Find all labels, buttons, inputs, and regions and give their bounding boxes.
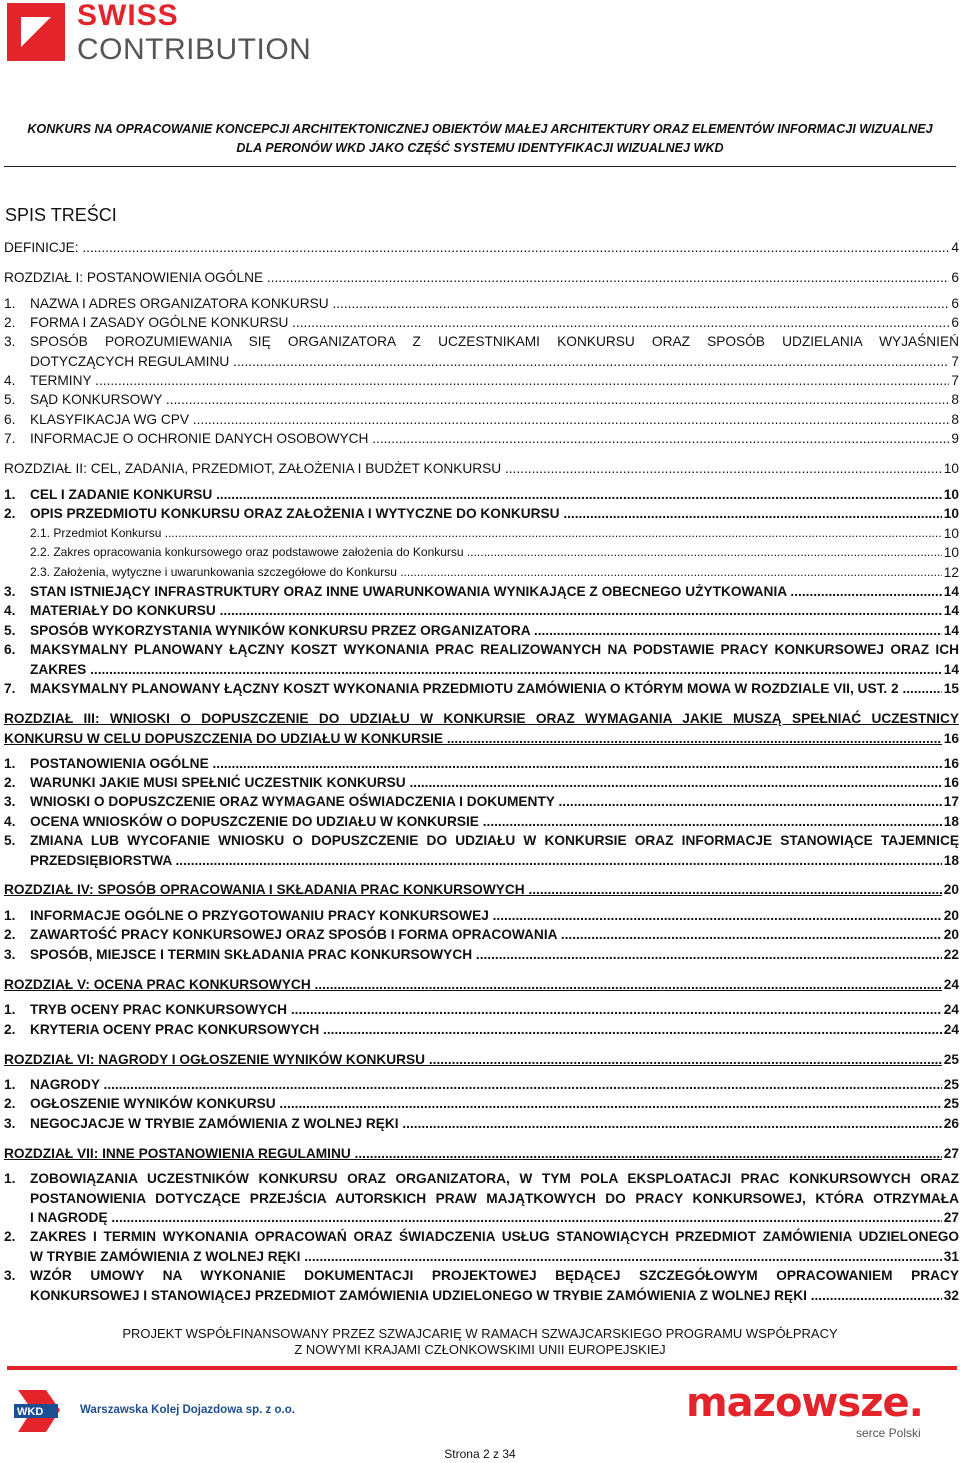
toc-entry-text: KRYTERIA OCENY PRAC KONKURSOWYCH .....: [30, 1020, 959, 1040]
page-number: Strona 2 z 34: [444, 1447, 516, 1461]
toc-entry[interactable]: [4, 313, 959, 333]
toc-entry-page: 17: [942, 792, 959, 812]
toc-entry[interactable]: [4, 332, 959, 371]
toc-entry-page: 25: [942, 1075, 959, 1095]
toc-entry-text: NAGRODY .....: [30, 1075, 959, 1095]
toc-entry-number: 1.: [4, 756, 16, 771]
toc-entry-number: 1.: [4, 296, 16, 311]
toc-entry[interactable]: [4, 1227, 959, 1266]
toc-entry[interactable]: [4, 601, 959, 621]
wkd-name: Warszawska Kolej Dojazdowa sp. z o.o.: [80, 1404, 295, 1416]
toc-entry-page: 18: [942, 812, 959, 832]
toc-entry[interactable]: [4, 1266, 959, 1305]
toc-entry-number: 3.: [4, 794, 16, 809]
toc-entry-text: ZAWARTOŚĆ PRACY KONKURSOWEJ ORAZ SPOSÓB I FORMA OPRACOWANIA .....: [30, 925, 959, 945]
mazowsze-logo: [686, 1380, 946, 1446]
swiss-contribution-logo: [7, 0, 312, 66]
toc-entry-text: MAKSYMALNY PLANOWANY ŁĄCZNY KOSZT WYKONANIA PRAC REALIZOWANYCH NA PODSTAWIE PRACY KONKURSOWEJ ORAZ ICH: [30, 642, 959, 657]
toc-entry-number: 2.: [4, 315, 16, 330]
toc-entry-text: ZAKRES .....: [30, 660, 959, 680]
toc-entry-number: 1.: [4, 487, 16, 502]
svg-text:WKD: WKD: [17, 1406, 44, 1418]
toc-entry-text: ROZDZIAŁ IV: SPOSÓB OPRACOWANIA I SKŁADANIA PRAC KONKURSOWYCH .....: [4, 880, 959, 900]
toc-entry-page: 9: [949, 429, 959, 449]
toc-entry-text: ROZDZIAŁ I: POSTANOWIENIA OGÓLNE .....: [4, 268, 959, 288]
toc-entry-text: PRZEDSIĘBIORSTWA .....: [30, 851, 959, 871]
toc-entry-number: 7.: [4, 681, 16, 696]
toc-entry-page: 7: [949, 371, 959, 391]
toc-entry[interactable]: [4, 238, 959, 258]
toc-entry-page: 18: [942, 851, 959, 871]
toc-entry[interactable]: [4, 1075, 959, 1095]
toc-entry-page: 4: [949, 238, 959, 258]
toc-entry[interactable]: [4, 945, 959, 965]
toc-entry-page: 25: [942, 1050, 959, 1070]
toc-entry-page: 32: [942, 1286, 959, 1306]
toc-entry-text: SĄD KONKURSOWY .....: [30, 390, 959, 410]
toc-entry-number: 1.: [4, 1171, 16, 1186]
toc-entry-text: DEFINICJE: .....: [4, 238, 959, 258]
toc-entry[interactable]: [4, 294, 959, 314]
toc-entry-text: CEL I ZADANIE KONKURSU .....: [30, 485, 959, 505]
toc-entry-number: 5.: [4, 623, 16, 638]
toc-entry-number: 2.: [4, 927, 16, 942]
toc-entry-text: INFORMACJE OGÓLNE O PRZYGOTOWANIU PRACY KONKURSOWEJ .....: [30, 906, 959, 926]
toc-entry-number: 4.: [4, 814, 16, 829]
toc-entry[interactable]: [4, 792, 959, 812]
toc-entry-page: 10: [942, 485, 959, 505]
toc-entry-text: WARUNKI JAKIE MUSI SPEŁNIĆ UCZESTNIK KONKURSU .....: [30, 773, 959, 793]
toc-entry-number: 3.: [4, 1268, 16, 1283]
toc-entry-text: OPIS PRZEDMIOTU KONKURSU ORAZ ZAŁOŻENIA I WYTYCZNE DO KONKURSU .....: [30, 504, 959, 524]
toc-entry-page: 10: [942, 459, 959, 479]
toc-entry-text: ROZDZIAŁ II: CEL, ZADANIA, PRZEDMIOT, ZAŁOŻENIA I BUDŻET KONKURSU .....: [4, 459, 959, 479]
toc-entry-page: 10: [942, 504, 959, 524]
toc-entry[interactable]: [4, 621, 959, 641]
toc-entry-text: ROZDZIAŁ V: OCENA PRAC KONKURSOWYCH .....: [4, 975, 959, 995]
toc-entry-text: SPOSÓB POROZUMIEWANIA SIĘ ORGANIZATORA Z UCZESTNIKAMI KONKURSU ORAZ SPOSÓB UDZIELANIA WYJAŚNIEŃ: [30, 334, 959, 349]
toc-entry-text: ROZDZIAŁ III: WNIOSKI O DOPUSZCZENIE DO UDZIAŁU W KONKURSIE ORAZ WYMAGANIA JAKIE MUSZĄ SPEŁNIAĆ UCZESTNICY: [4, 711, 959, 726]
toc-entry-page: 14: [942, 601, 959, 621]
toc-entry[interactable]: [4, 925, 959, 945]
toc-entry-page: 6: [949, 313, 959, 333]
toc-entry[interactable]: [4, 1020, 959, 1040]
toc-entry-number: 2.: [4, 1229, 16, 1244]
toc-entry[interactable]: [4, 390, 959, 410]
toc-entry[interactable]: [4, 485, 959, 505]
toc-entry-number: 2.: [4, 506, 16, 521]
toc-entry[interactable]: [4, 1094, 959, 1114]
toc-entry-page: 8: [949, 390, 959, 410]
toc-entry-page: 20: [942, 906, 959, 926]
footer-line2: Z NOWYMI KRAJAMI CZŁONKOWSKIMI UNII EUROPEJSKIEJ: [294, 1342, 666, 1357]
toc-title: SPIS TREŚCI: [5, 205, 117, 225]
toc-entry[interactable]: [4, 709, 959, 748]
toc-entry-number: 5.: [4, 833, 16, 848]
swiss-flag-icon: [7, 3, 65, 61]
toc-entry-text: OGŁOSZENIE WYNIKÓW KONKURSU .....: [30, 1094, 959, 1114]
toc-entry-number: 1.: [4, 1077, 16, 1092]
toc-entry[interactable]: [4, 773, 959, 793]
toc-entry-page: 6: [949, 294, 959, 314]
toc-entry[interactable]: [4, 371, 959, 391]
toc-entry-number: 1.: [4, 1002, 16, 1017]
toc-entry[interactable]: [4, 268, 959, 288]
logo-line1: SWISS: [77, 0, 179, 32]
toc-entry-text: INFORMACJE O OCHRONIE DANYCH OSOBOWYCH .....: [30, 429, 959, 449]
toc-entry-page: 10: [942, 524, 959, 544]
toc-entry[interactable]: [4, 1050, 959, 1070]
toc-entry-text: ZOBOWIĄZANIA UCZESTNIKÓW KONKURSU ORAZ ORGANIZATORA, W TYM POLA EKSPLOATACJI PRAC KONKURSOWYCH ORAZ: [30, 1171, 959, 1186]
toc-entry[interactable]: [4, 679, 959, 699]
toc-entry-text: KLASYFIKACJA WG CPV .....: [30, 410, 959, 430]
toc-entry-page: 22: [942, 945, 959, 965]
toc-entry[interactable]: [4, 429, 959, 449]
toc-entry-number: 3.: [4, 334, 16, 349]
toc-entry-page: 24: [942, 1020, 959, 1040]
toc-entry[interactable]: [4, 754, 959, 774]
toc-entry-number: 5.: [4, 392, 16, 407]
toc-entry-text: 2.3. Założenia, wytyczne i uwarunkowania szczegółowe do Konkursu .....: [30, 563, 959, 583]
toc-entry-page: 16: [942, 773, 959, 793]
mazowsze-tagline: serce Polski: [856, 1426, 921, 1440]
toc-entry-page: 14: [942, 582, 959, 602]
toc-entry-text: NAZWA I ADRES ORGANIZATORA KONKURSU .....: [30, 294, 959, 314]
toc-entry[interactable]: [4, 640, 959, 679]
toc-entry-text: TRYB OCENY PRAC KONKURSOWYCH .....: [30, 1000, 959, 1020]
toc-entry-text: ZAKRES I TERMIN WYKONANIA OPRACOWAŃ ORAZ ŚWIADCZENIA USŁUG STANOWIĄCYCH PRZEDMIOT ZAMÓWIENIA UDZIELONEGO: [30, 1229, 959, 1244]
toc-entry[interactable]: [4, 831, 959, 870]
toc-entry-number: 7.: [4, 431, 16, 446]
toc-entry-number: 6.: [4, 642, 16, 657]
toc-entry[interactable]: [4, 524, 959, 544]
toc-entry-text: POSTANOWIENIA OGÓLNE .....: [30, 754, 959, 774]
mazowsze-wordmark: mazowsze.: [686, 1380, 923, 1426]
toc-entry-text: DOTYCZĄCYCH REGULAMINU .....: [30, 352, 959, 372]
toc-entry-text: NEGOCJACJE W TRYBIE ZAMÓWIENIA Z WOLNEJ RĘKI .....: [30, 1114, 959, 1134]
footer-divider: [7, 1366, 957, 1370]
header-divider: [4, 166, 956, 167]
toc-entry-text: WNIOSKI O DOPUSZCZENIE ORAZ WYMAGANE OŚWIADCZENIA I DOKUMENTY .....: [30, 792, 959, 812]
toc-entry-number: 2.: [4, 1022, 16, 1037]
toc-entry-number: 3.: [4, 947, 16, 962]
toc-entry-text: ROZDZIAŁ VII: INNE POSTANOWIENIA REGULAMINU .....: [4, 1144, 959, 1164]
toc-entry-number: 4.: [4, 603, 16, 618]
toc-entry-number: 2.: [4, 775, 16, 790]
toc-entry[interactable]: [4, 543, 959, 563]
toc-entry-text: 2.1. Przedmiot Konkursu .....: [30, 524, 959, 544]
toc-entry-page: 16: [942, 729, 959, 749]
toc-entry[interactable]: [4, 504, 959, 524]
toc-entry-number: 4.: [4, 373, 16, 388]
toc-entry[interactable]: [4, 410, 959, 430]
toc-entry-page: 6: [949, 268, 959, 288]
toc-entry-number: 6.: [4, 412, 16, 427]
toc-entry-text: STAN ISTNIEJĄCY INFRASTRUKTURY ORAZ INNE UWARUNKOWANIA WYNIKAJĄCE Z OBECNEGO UŻYTKOWANIA .....: [30, 582, 959, 602]
toc-entry[interactable]: [4, 582, 959, 602]
toc-entry[interactable]: [4, 563, 959, 583]
toc-entry-page: 26: [942, 1114, 959, 1134]
toc-entry-page: 24: [942, 1000, 959, 1020]
toc-entry[interactable]: [4, 1169, 959, 1228]
toc-entry-page: 31: [942, 1247, 959, 1267]
toc-entry-number: 3.: [4, 1116, 16, 1131]
toc-entry-page: 25: [942, 1094, 959, 1114]
toc-entry[interactable]: [4, 906, 959, 926]
toc-entry-text: SPOSÓB WYKORZYSTANIA WYNIKÓW KONKURSU PRZEZ ORGANIZATORA .....: [30, 621, 959, 641]
toc-entry-page: 27: [942, 1144, 959, 1164]
toc-entry-page: 16: [942, 754, 959, 774]
toc-entry-text: 2.2. Zakres opracowania konkursowego oraz podstawowe założenia do Konkursu .....: [30, 543, 959, 563]
toc-entry-number: 2.: [4, 1096, 16, 1111]
toc-entry-text: WZÓR UMOWY NA WYKONANIE DOKUMENTACJI PROJEKTOWEJ BĘDĄCEJ SZCZEGÓŁOWYM OPRACOWANIEM PRACY: [30, 1268, 959, 1283]
toc-entry[interactable]: [4, 812, 959, 832]
logo-line2: CONTRIBUTION: [77, 33, 312, 66]
footer-line1: PROJEKT WSPÓŁFINANSOWANY PRZEZ SZWAJCARIĘ W RAMACH SZWAJCARSKIEGO PROGRAMU WSPÓŁPRACY: [122, 1326, 838, 1341]
toc-entry-number: 3.: [4, 584, 16, 599]
toc-entry-page: 20: [942, 880, 959, 900]
toc-entry-text: KONKURSU W CELU DOPUSZCZENIA DO UDZIAŁU W KONKURSIE .....: [4, 729, 959, 749]
toc-entry-page: 8: [949, 410, 959, 430]
toc-entry-text: TERMINY .....: [30, 371, 959, 391]
toc-entry-text: MATERIAŁY DO KONKURSU .....: [30, 601, 959, 621]
toc-entry-page: 12: [942, 563, 959, 583]
wkd-logo: [8, 1382, 308, 1442]
toc-entry-text: ROZDZIAŁ VI: NAGRODY I OGŁOSZENIE WYNIKÓW KONKURSU .....: [4, 1050, 959, 1070]
header-line2: DLA PERONÓW WKD JAKO CZĘŚĆ SYSTEMU IDENTYFIKACJI WIZUALNEJ WKD: [236, 141, 724, 155]
header-line1: KONKURS NA OPRACOWANIE KONCEPCJI ARCHITEKTONICZNEJ OBIEKTÓW MAŁEJ ARCHITEKTURY ORAZ ELEMENTÓW INFORMACJI WIZUALNEJ: [27, 122, 933, 136]
toc-entry-page: 24: [942, 975, 959, 995]
toc-entry-text: W TRYBIE ZAMÓWIENIA Z WOLNEJ RĘKI .....: [30, 1247, 959, 1267]
toc-entry-text: I NAGRODĘ .....: [30, 1208, 959, 1228]
toc-entry[interactable]: [4, 1144, 959, 1164]
toc-entry-text: KONKURSOWEJ I STANOWIĄCEJ PRZEDMIOT ZAMÓWIENIA UDZIELONEGO W TRYBIE ZAMÓWIENIA Z WOLNEJ RĘKI .....: [30, 1286, 959, 1306]
toc-entry-page: 14: [942, 660, 959, 680]
toc-entry-text: SPOSÓB, MIEJSCE I TERMIN SKŁADANIA PRAC KONKURSOWYCH .....: [30, 945, 959, 965]
wkd-train-icon: [8, 1382, 66, 1440]
toc-entry-text: POSTANOWIENIA DOTYCZĄCE PRZEJŚCIA AUTORSKICH PRAW MAJĄTKOWYCH DO PRACY KONKURSOWEJ, KTÓRA OTRZYMAŁA: [30, 1190, 959, 1206]
toc-entry[interactable]: [4, 1000, 959, 1020]
toc-entry-page: 20: [942, 925, 959, 945]
toc-entry-text: MAKSYMALNY PLANOWANY ŁĄCZNY KOSZT WYKONANIA PRZEDMIOTU ZAMÓWIENIA O KTÓRYM MOWA W ROZDZIALE VII, UST. 2 .....: [30, 679, 959, 699]
toc-entry[interactable]: [4, 1114, 959, 1134]
toc-entry-page: 7: [949, 352, 959, 372]
toc-entry-text: OCENA WNIOSKÓW O DOPUSZCZENIE DO UDZIAŁU W KONKURSIE .....: [30, 812, 959, 832]
toc-entry-page: 27: [942, 1208, 959, 1228]
toc-entry[interactable]: [4, 880, 959, 900]
toc-entry-text: ZMIANA LUB WYCOFANIE WNIOSKU O DOPUSZCZENIE DO UDZIAŁU W KONKURSIE ORAZ INFORMACJE STANOWIĄCE TAJEMNICĘ: [30, 833, 959, 848]
toc-entry-page: 14: [942, 621, 959, 641]
toc-entry[interactable]: [4, 459, 959, 479]
toc-entry-page: 10: [942, 543, 959, 563]
toc-entry[interactable]: [4, 975, 959, 995]
toc-entry-text: FORMA I ZASADY OGÓLNE KONKURSU .....: [30, 313, 959, 333]
toc-entry-number: 1.: [4, 908, 16, 923]
toc-entry-page: 15: [942, 679, 959, 699]
